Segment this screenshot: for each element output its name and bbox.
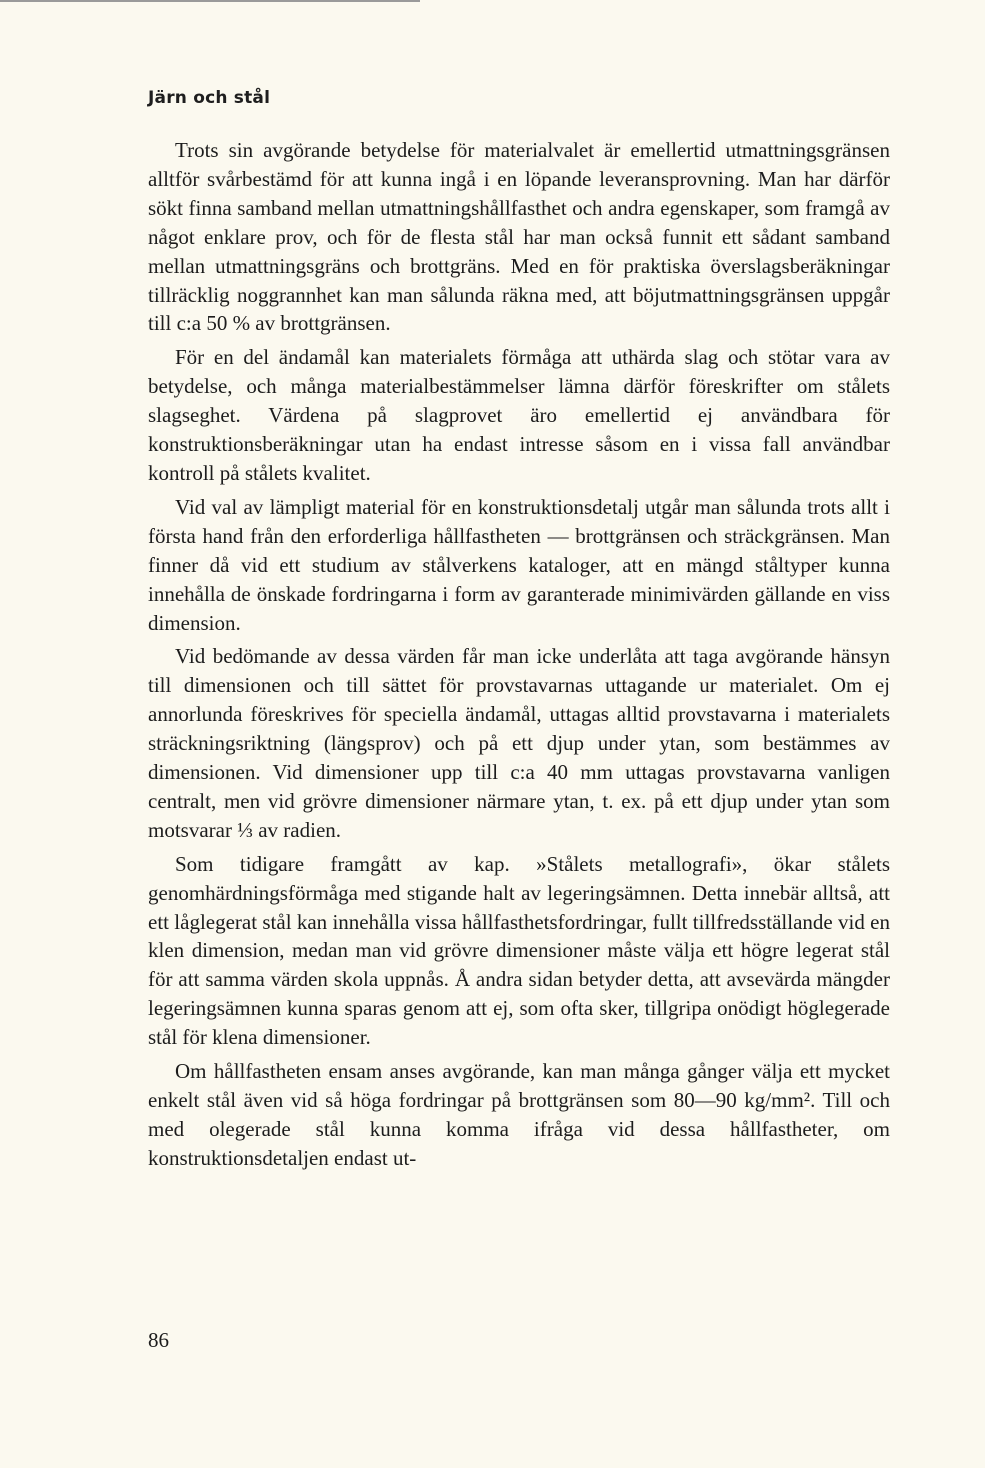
paragraph-1: Trots sin avgörande betydelse för materialvalet är emellertid utmattningsgränsen alltför svårbestämd för att kunna ingå i en löpande leveransprovning. Man har därför sökt finna samband mellan utmattningshållfasthet och andra egenskaper, som framgå av något enklare prov, och för de flesta stål har man också funnit ett sådant samband mellan utmattningsgräns och brottgräns. Med en för praktiska överslagsberäkningar tillräcklig noggrannhet kan man sålunda räkna med, att böjutmattningsgränsen uppgår till c:a 50 % av brottgränsen.	[148, 138, 890, 336]
paragraph-5: Som tidigare framgått av kap. »Stålets metallografi», ökar stålets genomhärdningsförmåga med stigande halt av legeringsämnen. Detta innebär alltså, att ett låglegerat stål kan innehålla vissa hållfasthetsfordringar, fullt tillfredsställande vid en klen dimension, medan man vid grövre dimensioner måste välja ett högre legerat stål för att samma värden skola uppnås. Å andra sidan betyder detta, att avsevärda mängder legeringsämnen kunna sparas genom att ej, som ofta sker, tillgripa onödigt höglegerade stål för klena dimensioner.	[148, 851, 890, 1050]
body-text	[148, 136, 890, 1178]
paragraph-4: Vid bedömande av dessa värden får man icke underlåta att taga avgörande hänsyn till dimensionen och till sättet för provstavarnas uttagande ur materialet. Om ej annorlunda föreskrives för speciella ändamål, uttagas alltid provstavarna i materialets sträckningsriktning (längsprov) och på ett djup under ytan, som bestämmes av dimensionen. Vid dimensioner upp till c:a 40 mm uttagas provstavarna vanligen centralt, men vid grövre dimensioner närmare ytan, t. ex. på ett djup under ytan som motsvarar ⅓ av radien.	[148, 644, 890, 842]
top-rule-line	[0, 0, 420, 2]
page-number: 86	[148, 1328, 169, 1352]
paragraph-6: Om hållfastheten ensam anses avgörande, kan man många gånger välja ett mycket enkelt stål även vid så höga fordringar på brottgränsen som 80—90 kg/mm². Till och med olegerade stål kunna komma ifråga vid dessa hållfastheter, om konstruktionsdetaljen endast ut-	[148, 1059, 890, 1170]
paragraph-3: Vid val av lämpligt material för en konstruktionsdetalj utgår man sålunda trots allt i första hand från den erforderliga hållfastheten — brottgränsen och sträckgränsen. Man finner då vid ett studium av stålverkens kataloger, att en mängd ståltyper kunna innehålla de önskade fordringarna i form av garanterade minimivärden gällande en viss dimension.	[148, 494, 890, 635]
paragraph-2: För en del ändamål kan materialets förmåga att uthärda slag och stötar vara av betydelse, och många materialbestämmelser lämna därför föreskrifter om stålets slagseghet. Värdena på slagprovet äro emellertid ej användbara för konstruktionsberäkningar utan ha endast intresse såsom en i vissa fall användbar kontroll på stålets kvalitet.	[148, 345, 890, 485]
running-header: Järn och stål	[148, 88, 271, 108]
